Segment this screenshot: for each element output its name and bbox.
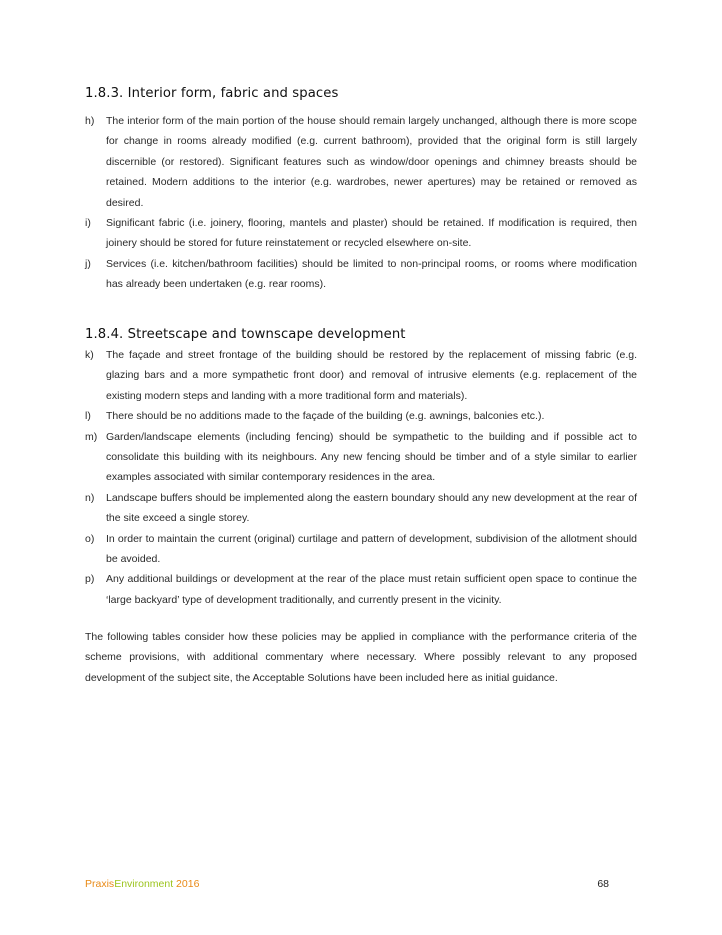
- closing-paragraph: The following tables consider how these policies may be applied in compliance with the performance criteria of the scheme provisions, with additional commentary where necessary. Where possibly relevant to any proposed development of the subject site, the Acceptable Solutions have been included here as initial guidance.: [85, 631, 637, 684]
- footer-brand-environment: Environment: [114, 878, 174, 890]
- footer-year: 2016: [173, 878, 200, 890]
- list-item: [85, 406, 637, 426]
- list-marker: o): [85, 532, 95, 545]
- section-heading: 1.8.3. Interior form, fabric and spaces: [85, 86, 339, 101]
- list-item: [85, 569, 637, 610]
- page-number: 68: [597, 878, 609, 890]
- list-item-text: There should be no additions made to the façade of the building (e.g. awnings, balconies etc.).: [106, 410, 545, 423]
- list-item-text: The interior form of the main portion of the house should remain largely unchanged, although there is more scope for change in rooms already modified (e.g. current bathroom), provided that the original form is still largely discernible (or restored). Significant features such as window/door openings and chimney breasts should be retained. Modern additions to the interior (e.g. wardrobes, newer apertures) may be retained or removed as desired.: [106, 115, 637, 209]
- list-item: [85, 254, 637, 295]
- list-item-text: Garden/landscape elements (including fencing) should be sympathetic to the building and if possible act to consolidate this building with its neighbours. Any new fencing should be timber and of a style similar to earlier examples associated with similar contemporary residences in the area.: [106, 430, 637, 484]
- page-footer: [85, 878, 609, 890]
- list-item-text: Landscape buffers should be implemented along the eastern boundary should any new development at the rear of the site exceed a single storey.: [106, 491, 637, 525]
- list-item: [85, 111, 637, 213]
- closing-paragraph-block: [85, 627, 637, 688]
- list-item: [85, 427, 637, 488]
- list-item-text: Significant fabric (i.e. joinery, flooring, mantels and plaster) should be retained. If modification is required, then joinery should be stored for future reinstatement or recycled elsewhere on-site.: [106, 217, 637, 250]
- list-marker: k): [85, 349, 94, 361]
- list-item: [85, 345, 637, 406]
- list-item-text: In order to maintain the current (original) curtilage and pattern of development, subdivision of the allotment should be avoided.: [106, 532, 637, 566]
- section-heading: 1.8.4. Streetscape and townscape development: [85, 327, 406, 342]
- list-item-text: Any additional buildings or development at the rear of the place must retain sufficient open space to continue the ‘large backyard’ type of development traditionally, and currently present in the vicinity.: [106, 573, 637, 606]
- list-item: [85, 213, 637, 254]
- list-marker: l): [85, 410, 91, 423]
- list-marker: i): [85, 217, 91, 230]
- list-marker: j): [85, 257, 91, 270]
- list-item-text: The façade and street frontage of the building should be restored by the replacement of missing fabric (e.g. glazing bars and a more sympathetic front door) and removal of intrusive elements (e.g. replacement of the existing modern steps and landing with a more traditional form and materials).: [106, 349, 637, 402]
- list-marker: h): [85, 115, 95, 127]
- footer-brand-praxis: Praxis: [85, 878, 115, 890]
- list-item-text: Services (i.e. kitchen/bathroom facilities) should be limited to non-principal rooms, or rooms where modification has already been undertaken (e.g. rear rooms).: [106, 257, 637, 291]
- list-marker: m): [85, 430, 98, 443]
- section-streetscape: [85, 325, 637, 610]
- list-marker: p): [85, 573, 95, 586]
- list-item: [85, 488, 637, 529]
- section-interior-form: [85, 84, 637, 295]
- list-item: [85, 529, 637, 570]
- list-marker: n): [85, 491, 95, 504]
